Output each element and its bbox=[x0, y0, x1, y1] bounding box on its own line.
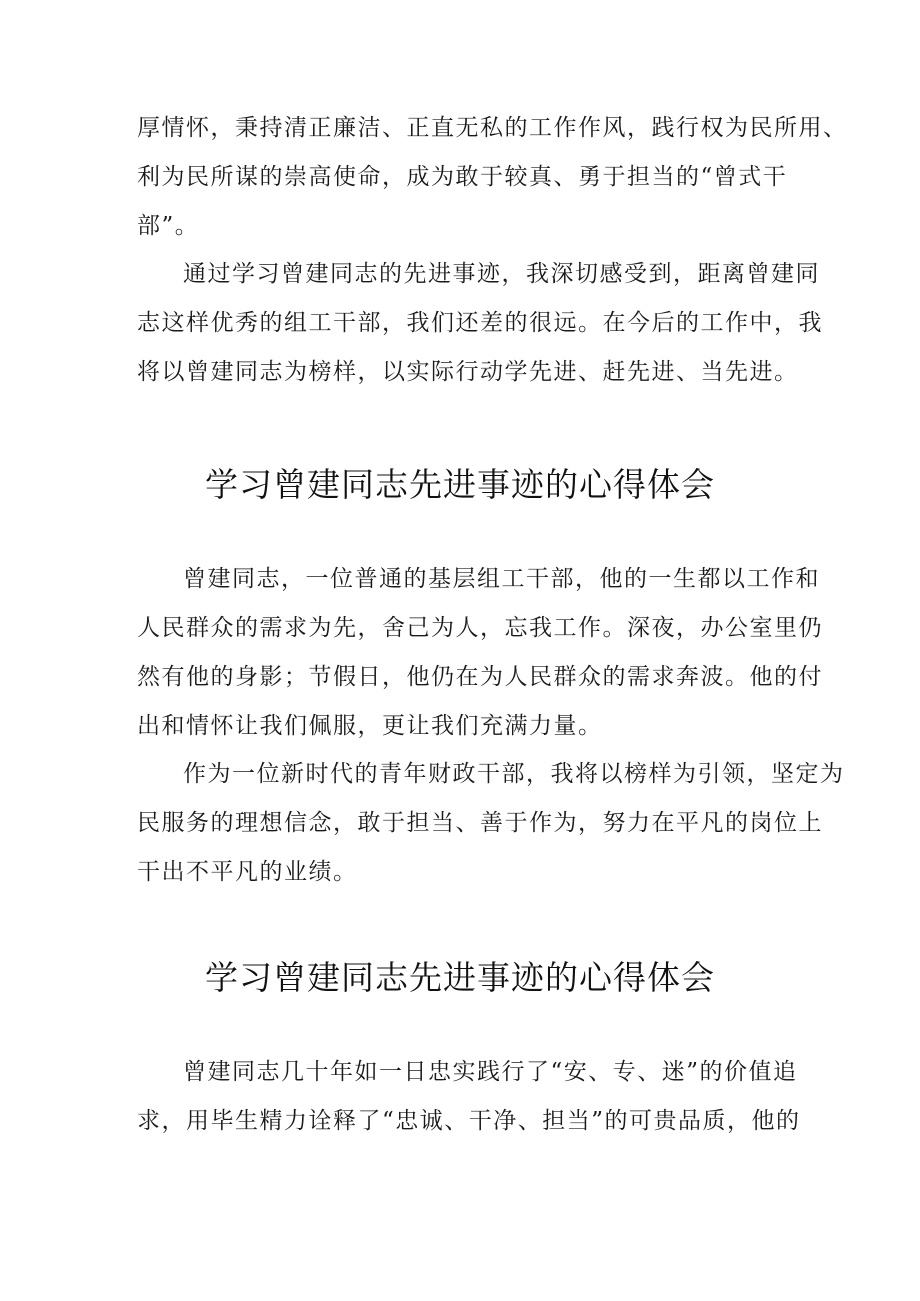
essay2-paragraph-2 bbox=[137, 750, 845, 897]
paragraph-line: 厚情怀，秉持清正廉洁、正直无私的工作作风，践行权为民所用、 bbox=[137, 115, 848, 141]
paragraph-line: 部”。 bbox=[137, 213, 200, 239]
paragraph-line: 民服务的理想信念，敢于担当、善于作为，努力在平凡的岗位上 bbox=[137, 810, 823, 836]
essay3-paragraph-1 bbox=[137, 1048, 801, 1146]
paragraph-line: 求，用毕生精力诠释了“忠诚、干净、担当”的可贵品质，他的 bbox=[137, 1108, 801, 1134]
paragraph-line: 曾建同志几十年如一日忠实践行了“安、专、迷”的价值追 bbox=[183, 1059, 798, 1085]
paragraph-line: 利为民所谋的崇高使命，成为敢于较真、勇于担当的“曾式干 bbox=[137, 164, 788, 190]
paragraph-line: 志这样优秀的组工干部，我们还差的很远。在今后的工作中，我 bbox=[137, 310, 823, 336]
continuation-paragraph bbox=[137, 104, 848, 251]
paragraph-line: 作为一位新时代的青年财政干部，我将以榜样为引领，坚定为 bbox=[183, 761, 845, 787]
paragraph-line: 出和情怀让我们佩服，更让我们充满力量。 bbox=[137, 713, 603, 739]
paragraph-line: 曾建同志，一位普通的基层组工干部，他的一生都以工作和 bbox=[183, 566, 820, 592]
essay2-paragraph-1 bbox=[137, 555, 823, 751]
essay-title: 学习曾建同志先进事迹的心得体会 bbox=[205, 958, 715, 997]
paragraph-line: 将以曾建同志为榜样，以实际行动学先进、赶先进、当先进。 bbox=[137, 359, 799, 385]
paragraph-line: 人民群众的需求为先，舍己为人，忘我工作。深夜，办公室里仍 bbox=[137, 615, 823, 641]
paragraph-line: 干出不平凡的业绩。 bbox=[137, 859, 358, 885]
essay-title: 学习曾建同志先进事迹的心得体会 bbox=[205, 465, 715, 504]
paragraph-line: 然有他的身影；节假日，他仍在为人民群众的需求奔波。他的付 bbox=[137, 664, 823, 690]
reflection-paragraph bbox=[137, 250, 823, 397]
paragraph-line: 通过学习曾建同志的先进事迹，我深切感受到，距离曾建同 bbox=[183, 261, 820, 287]
